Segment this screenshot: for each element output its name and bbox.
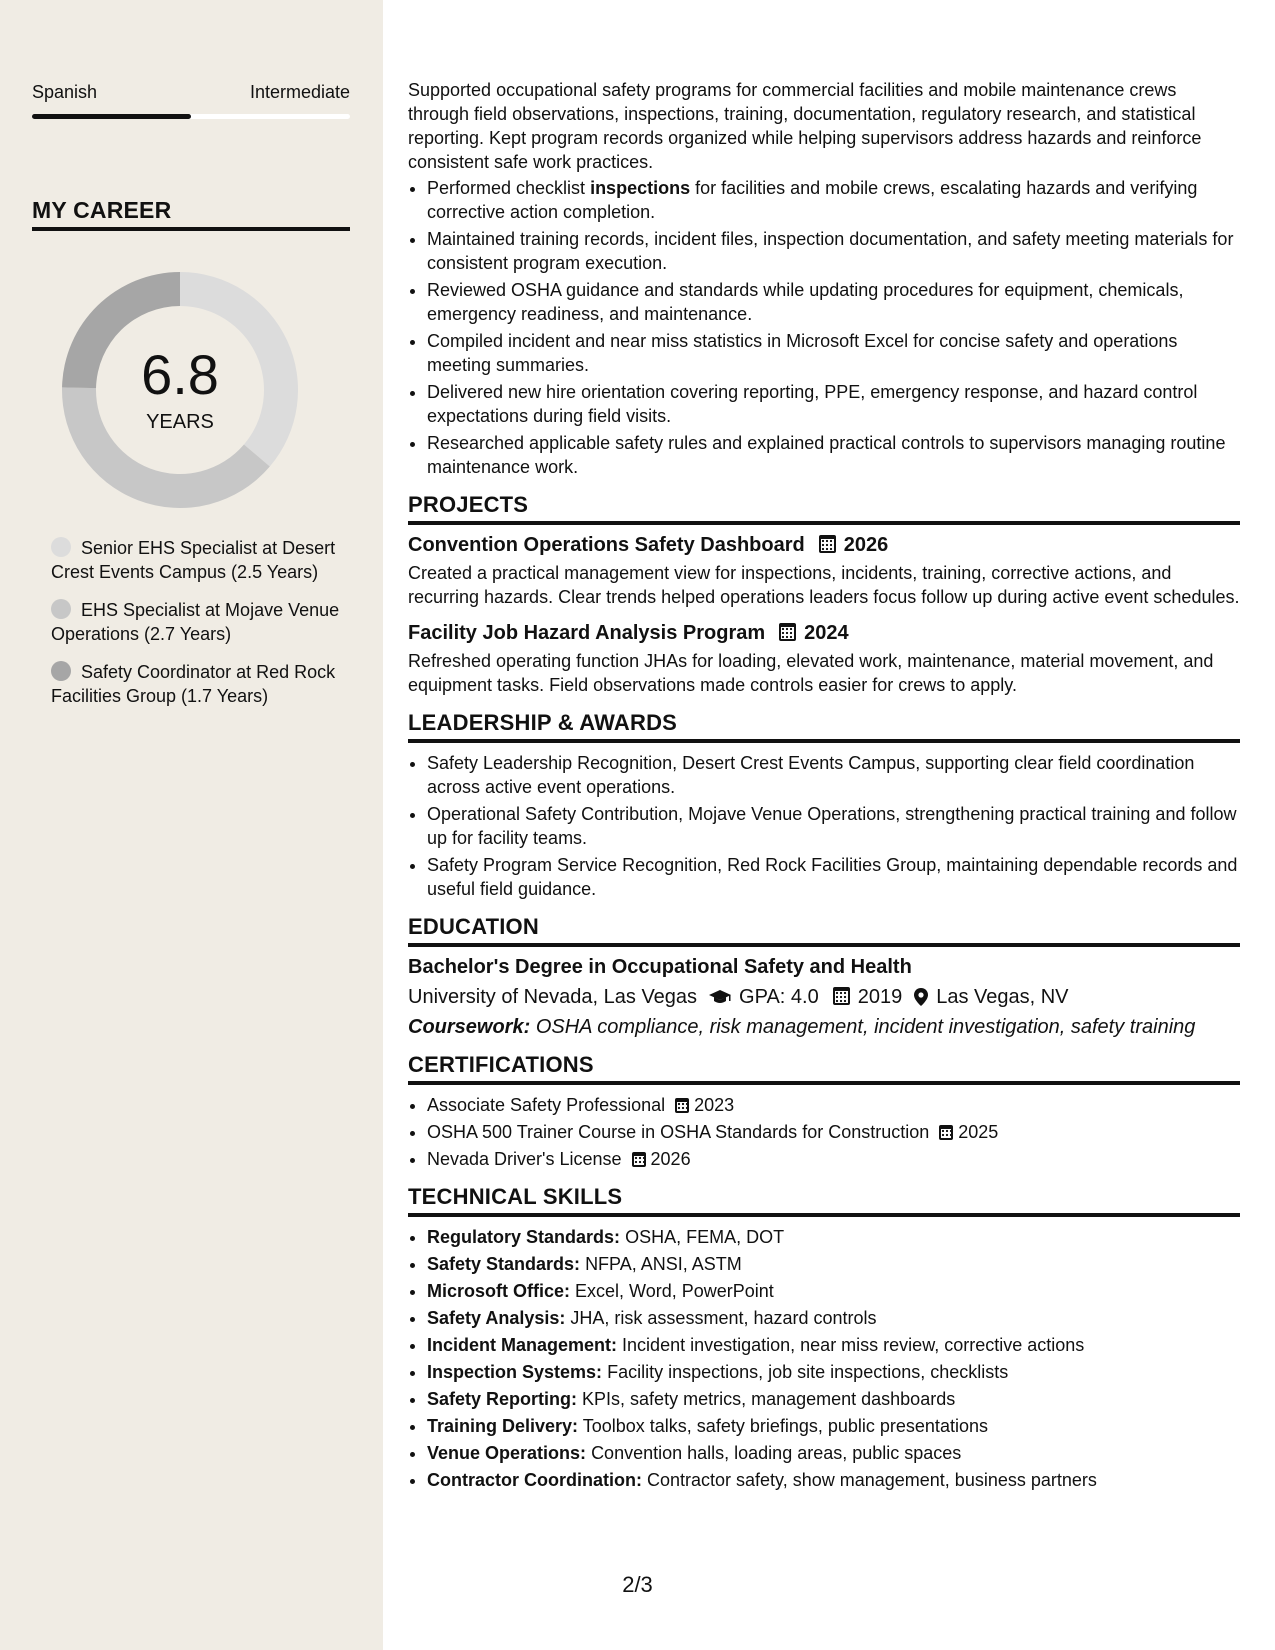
- bullet-bold-text: inspections: [590, 178, 691, 198]
- legend-dot-icon: [51, 661, 71, 681]
- career-legend-label: Safety Coordinator at Red Rock Facilities Group (1.7 Years): [51, 662, 336, 706]
- experience-bullet: • Researched applicable safety rules and explained practical controls to supervisors managing routine maintenance work.: [427, 431, 1240, 479]
- career-legend-label: EHS Specialist at Mojave Venue Operations (2.7 Years): [51, 600, 340, 644]
- bullet-text: Performed checklist: [427, 178, 591, 198]
- certifications-heading: CERTIFICATIONS: [408, 1053, 1240, 1085]
- education-school: University of Nevada, Las Vegas: [408, 986, 698, 1008]
- skill-value: Contractor safety, show management, business partners: [647, 1470, 1097, 1490]
- skill-item: [427, 1414, 1240, 1438]
- skill-value: NFPA, ANSI, ASTM: [585, 1254, 742, 1274]
- experience-bullet: [427, 176, 1240, 224]
- skill-item: [427, 1360, 1240, 1384]
- education-heading: EDUCATION: [408, 915, 1240, 947]
- skill-label: Inspection Systems:: [427, 1362, 603, 1382]
- calendar-icon: [939, 1125, 953, 1140]
- leadership-item: • Operational Safety Contribution, Mojave Venue Operations, strengthening practical training and follow up for facility teams.: [427, 802, 1240, 850]
- coursework-value: OSHA compliance, risk management, incident investigation, safety training: [535, 1016, 1196, 1038]
- language-name: Spanish: [32, 82, 98, 102]
- skills-list: [408, 1225, 1240, 1492]
- experience-bullet: • Reviewed OSHA guidance and standards while updating procedures for equipment, chemicals, emergency readiness, and maintenance.: [427, 278, 1240, 326]
- project-title: [408, 621, 1240, 645]
- experience-bullets: [408, 176, 1240, 479]
- experience-bullet: • Maintained training records, incident files, inspection documentation, and safety meeting materials for consistent program execution.: [427, 227, 1240, 275]
- education-details: [408, 985, 1240, 1009]
- skill-label: Training Delivery:: [427, 1416, 579, 1436]
- leadership-item: • Safety Program Service Recognition, Red Rock Facilities Group, maintaining dependable records and useful field guidance.: [427, 853, 1240, 901]
- legend-dot-icon: [51, 537, 71, 557]
- project-year: 2024: [804, 622, 849, 644]
- career-total-unit: YEARS: [146, 411, 214, 433]
- leadership-heading: LEADERSHIP & AWARDS: [408, 711, 1240, 743]
- project-name: Convention Operations Safety Dashboard: [408, 534, 805, 556]
- project-year: 2026: [843, 534, 889, 556]
- skill-label: Microsoft Office:: [427, 1281, 571, 1301]
- skill-label: Safety Analysis:: [427, 1308, 566, 1328]
- skill-label: Contractor Coordination:: [427, 1470, 642, 1490]
- skill-item: [427, 1441, 1240, 1465]
- certifications-list: [408, 1093, 1240, 1171]
- skills-heading: TECHNICAL SKILLS: [408, 1185, 1240, 1217]
- graduation-cap-icon: [709, 990, 731, 1004]
- skill-value: OSHA, FEMA, DOT: [625, 1227, 785, 1247]
- language-row: [32, 82, 350, 103]
- skill-item: [427, 1252, 1240, 1276]
- education-location: Las Vegas, NV: [936, 986, 1069, 1008]
- skill-value: JHA, risk assessment, hazard controls: [570, 1308, 877, 1328]
- calendar-icon: [833, 987, 850, 1005]
- certification-item: [427, 1120, 1240, 1144]
- skill-value: Toolbox talks, safety briefings, public presentations: [582, 1416, 988, 1436]
- career-donut-center: [62, 272, 298, 508]
- education-degree: Bachelor's Degree in Occupational Safety and Health: [408, 956, 912, 978]
- page-number: 2/3: [622, 1572, 653, 1597]
- skill-label: Safety Reporting:: [427, 1389, 578, 1409]
- skill-item: [427, 1306, 1240, 1330]
- project-description: Refreshed operating function JHAs for loading, elevated work, maintenance, material movement, and equipment tasks. Field observations made controls easier for crews to apply.: [408, 651, 1214, 695]
- bullet-text: for facilities and mobile crews, escalating hazards and verifying corrective action completion.: [427, 178, 1198, 222]
- legend-dot-icon: [51, 599, 71, 619]
- skill-item: [427, 1279, 1240, 1303]
- experience-bullet: • Compiled incident and near miss statistics in Microsoft Excel for concise safety and operations meeting summaries.: [427, 329, 1240, 377]
- certification-year: 2025: [958, 1122, 999, 1142]
- skill-value: Facility inspections, job site inspections, checklists: [607, 1362, 1009, 1382]
- skill-value: Excel, Word, PowerPoint: [575, 1281, 774, 1301]
- coursework-label: Coursework:: [408, 1016, 531, 1038]
- project-description: Created a practical management view for inspections, incidents, training, corrective actions, and recurring hazards. Clear trends helped operations leaders focus follow up during active event schedules.: [408, 563, 1240, 607]
- leadership-item: • Safety Leadership Recognition, Desert Crest Events Campus, supporting clear field coordination across active event operations.: [427, 751, 1240, 799]
- skill-value: Convention halls, loading areas, public spaces: [591, 1443, 962, 1463]
- education-coursework: [408, 1015, 1240, 1039]
- certification-name: OSHA 500 Trainer Course in OSHA Standards for Construction: [427, 1122, 930, 1142]
- certification-name: Nevada Driver's License: [427, 1149, 622, 1169]
- leadership-list: [408, 751, 1240, 901]
- career-legend: [51, 536, 351, 722]
- skill-label: Regulatory Standards:: [427, 1227, 621, 1247]
- skill-item: [427, 1468, 1240, 1492]
- education-year: 2019: [857, 986, 903, 1008]
- certification-year: 2023: [694, 1095, 735, 1115]
- sidebar: [0, 0, 383, 1650]
- education-gpa: GPA: 4.0: [739, 986, 819, 1008]
- skill-value: Incident investigation, near miss review, corrective actions: [622, 1335, 1085, 1355]
- career-title: MY CAREER: [32, 197, 172, 223]
- projects-heading: PROJECTS: [408, 493, 1240, 525]
- skill-value: KPIs, safety metrics, management dashboards: [582, 1389, 956, 1409]
- language-proficiency-fill: [32, 114, 191, 119]
- main-content: [408, 78, 1240, 1495]
- skill-label: Incident Management:: [427, 1335, 618, 1355]
- career-legend-item: [51, 598, 351, 646]
- career-divider: [32, 227, 350, 231]
- skill-item: [427, 1333, 1240, 1357]
- project-name: Facility Job Hazard Analysis Program: [408, 622, 766, 644]
- certification-name: Associate Safety Professional: [427, 1095, 666, 1115]
- career-total-value: 6.8: [141, 343, 219, 406]
- experience-bullet: • Delivered new hire orientation covering reporting, PPE, emergency response, and hazard control expectations during field visits.: [427, 380, 1240, 428]
- career-legend-label: Senior EHS Specialist at Desert Crest Events Campus (2.5 Years): [51, 538, 336, 582]
- certification-year: 2026: [650, 1149, 691, 1169]
- experience-summary: Supported occupational safety programs for commercial facilities and mobile maintenance crews through field observations, inspections, training, documentation, regulatory research, and statistical reporting. Kept program records organized while helping supervisors address hazards and reinforce consistent safe work practices.: [408, 80, 1202, 172]
- skill-item: [427, 1225, 1240, 1249]
- project-title: [408, 533, 1240, 557]
- certification-item: [427, 1093, 1240, 1117]
- calendar-icon: [819, 535, 836, 553]
- certification-item: [427, 1147, 1240, 1171]
- skill-label: Venue Operations:: [427, 1443, 587, 1463]
- calendar-icon: [779, 623, 796, 641]
- skill-label: Safety Standards:: [427, 1254, 581, 1274]
- calendar-icon: [675, 1098, 689, 1113]
- career-legend-item: [51, 536, 351, 584]
- location-pin-icon: [914, 988, 928, 1006]
- career-legend-item: [51, 660, 351, 708]
- calendar-icon: [632, 1152, 646, 1167]
- language-level: Intermediate: [249, 82, 350, 102]
- language-proficiency-bar: [32, 114, 350, 119]
- skill-item: [427, 1387, 1240, 1411]
